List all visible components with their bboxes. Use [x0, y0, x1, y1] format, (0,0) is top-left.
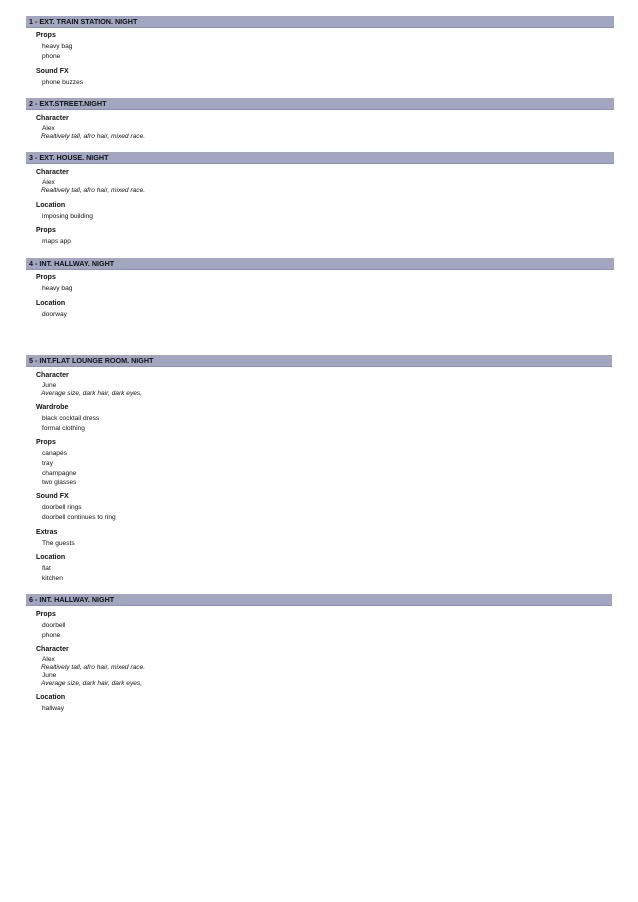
category-label: Wardrobe — [36, 404, 69, 411]
category-label: Props — [36, 227, 56, 234]
element-item: canapés — [42, 450, 67, 457]
element-item: hallway — [42, 705, 64, 712]
element-group-props — [36, 610, 65, 641]
character-name: Alex — [42, 656, 55, 663]
category-label: Location — [36, 300, 66, 307]
character-description: Realtively tall, afro hair, mixed race. — [41, 663, 146, 671]
character-name: June — [42, 382, 57, 389]
category-label: Props — [36, 611, 56, 618]
category-label: Sound FX — [36, 493, 69, 500]
element-group-props — [36, 31, 72, 62]
element-item: two glasses — [42, 479, 77, 487]
category-label: Character — [36, 646, 69, 653]
category-label: Character — [36, 169, 69, 176]
scene-header: 5 - INT.FLAT LOUNGE ROOM. NIGHT — [26, 355, 612, 367]
scene-header: 4 - INT. HALLWAY. NIGHT — [26, 258, 614, 270]
element-item: formal clothing — [42, 424, 85, 432]
element-item: kitchen — [42, 574, 63, 582]
category-label: Character — [36, 372, 69, 379]
element-group-props — [36, 438, 76, 488]
element-item: tray — [42, 459, 53, 467]
character-description: Realtively tall, afro hair, mixed race. — [41, 132, 146, 140]
category-label: Props — [36, 439, 56, 446]
character-description: Realtively tall, afro hair, mixed race. — [41, 186, 146, 194]
element-item: phone — [42, 631, 61, 639]
element-group-location — [36, 201, 93, 222]
element-item: doorbell rings — [42, 504, 82, 511]
character-name: Alex — [42, 179, 55, 186]
element-group-location — [36, 553, 65, 584]
character-description: Average size, dark hair, dark eyes, — [41, 389, 143, 397]
element-item: heavy bag — [42, 43, 73, 50]
scene-header: 6 - INT. HALLWAY. NIGHT — [26, 594, 612, 606]
category-label: Location — [36, 202, 66, 209]
category-label: Props — [36, 32, 56, 39]
element-item: maps app — [42, 238, 71, 245]
element-group-location — [36, 693, 65, 714]
element-item: The guests — [42, 540, 75, 547]
element-group-extras — [36, 528, 75, 549]
element-group-character — [36, 371, 142, 398]
character-description: Average size, dark hair, dark eyes, — [41, 679, 143, 687]
category-label: Props — [36, 274, 56, 281]
element-group-character — [36, 168, 145, 195]
category-label: Extras — [36, 529, 58, 536]
scene-header: 3 - EXT. HOUSE. NIGHT — [26, 152, 614, 164]
category-label: Location — [36, 694, 66, 701]
element-group-props — [36, 226, 71, 247]
element-group-sound-fx — [36, 67, 83, 88]
character-name: June — [42, 672, 57, 679]
element-item: flat — [42, 565, 51, 572]
category-label: Location — [36, 554, 66, 561]
element-item: champagne — [42, 469, 77, 477]
element-item: phone — [42, 52, 61, 60]
element-group-location — [36, 299, 67, 320]
element-item: doorbell — [42, 622, 66, 629]
element-item: heavy bag — [42, 285, 73, 292]
element-group-sound-fx — [36, 492, 116, 523]
element-item: phone buzzes — [42, 79, 84, 86]
element-item: imposing building — [42, 213, 93, 220]
element-group-wardrobe — [36, 403, 99, 434]
element-item: black cocktail dress — [42, 415, 100, 422]
category-label: Character — [36, 115, 69, 122]
element-group-character — [36, 645, 145, 688]
category-label: Sound FX — [36, 68, 69, 75]
scene-header: 2 - EXT.STREET.NIGHT — [26, 98, 614, 110]
character-name: Alex — [42, 125, 55, 132]
element-group-character — [36, 114, 145, 141]
element-item: doorway — [42, 311, 67, 318]
scene-header: 1 - EXT. TRAIN STATION. NIGHT — [26, 16, 614, 28]
element-item: doorbell continues to ring — [42, 513, 116, 521]
element-group-props — [36, 273, 72, 294]
